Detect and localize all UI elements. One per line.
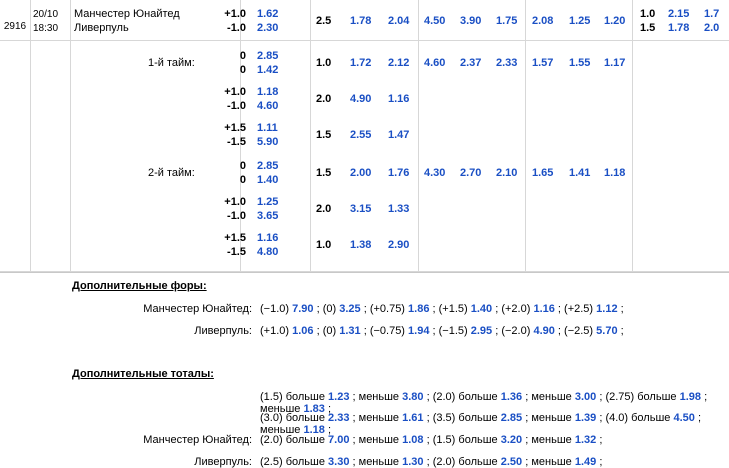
total-word: меньше (358, 434, 400, 446)
hcap-odd[interactable]: 2.95 (470, 325, 493, 337)
total-word: больше (458, 412, 498, 424)
handicap-value[interactable]: +1.5 (224, 122, 246, 134)
dc-12[interactable]: 1.25 (569, 15, 591, 27)
total-value[interactable]: 2.5 (316, 15, 332, 27)
hcap-key: (−2.5) (564, 325, 594, 337)
handicap-odd[interactable]: 4.80 (257, 246, 279, 258)
team-total-under[interactable]: 2.0 (704, 22, 720, 34)
hcap-odd[interactable]: 1.31 (339, 325, 361, 337)
team-2-name: Ливерпуль (74, 22, 129, 34)
dc-1x[interactable]: 2.08 (532, 15, 554, 27)
dc-12[interactable]: 1.41 (569, 167, 591, 179)
total-key: (1.5) (432, 434, 456, 446)
total-word: меньше (260, 403, 301, 415)
total-value[interactable]: 2.0 (316, 93, 332, 105)
total-word: больше (631, 412, 671, 424)
handicap-value[interactable]: 0 (239, 160, 246, 172)
team-total-over[interactable]: 1.78 (668, 22, 690, 34)
total-under-odd[interactable]: 2.90 (388, 239, 410, 251)
hcap-odd[interactable]: 1.06 (292, 325, 314, 337)
extra-total-row[interactable]: (2.5) больше 3.30 ; меньше 1.30 ; (2.0) больше 2.50 ; меньше 1.49 ; (260, 456, 603, 468)
total-odd[interactable]: 2.50 (500, 456, 523, 468)
total-word: больше (637, 391, 677, 403)
total-odd[interactable]: 1.23 (328, 391, 350, 403)
total-value[interactable]: 1.0 (316, 57, 332, 69)
total-word: меньше (531, 391, 572, 403)
total-over-odd[interactable]: 3.15 (350, 203, 372, 215)
total-odd[interactable]: 1.36 (500, 391, 523, 403)
total-odd[interactable]: 7.00 (328, 434, 350, 446)
hcap-odd[interactable]: 1.40 (470, 303, 493, 315)
total-word: больше (285, 456, 325, 468)
hcap-odd[interactable]: 1.94 (408, 325, 430, 337)
extra-total-row[interactable]: (1.5) больше 1.23 ; меньше 3.80 ; (2.0) больше 1.36 ; меньше 3.00 ; (2.75) больше 1.98 ; меньше 1.83 ; (260, 391, 708, 415)
hcap-odd[interactable]: 1.16 (533, 303, 555, 315)
handicap-value[interactable]: +1.0 (224, 86, 246, 98)
total-key: (2.5) (260, 456, 283, 468)
total-under-odd[interactable]: 2.12 (388, 57, 410, 69)
event-time: 18:30 (33, 23, 59, 34)
total-odd[interactable]: 3.20 (500, 434, 523, 446)
total-odd[interactable]: 3.00 (574, 391, 597, 403)
total-odd[interactable]: 1.98 (679, 391, 702, 403)
total-odd[interactable]: 1.39 (574, 412, 597, 424)
total-odd[interactable]: 1.30 (402, 456, 424, 468)
total-key: (3.0) (260, 412, 283, 424)
total-value[interactable]: 2.0 (316, 203, 332, 215)
dc-x2[interactable]: 1.17 (604, 57, 626, 69)
handicap-value[interactable]: +1.5 (224, 232, 246, 244)
extra-handicap-row[interactable]: (+1.0) 1.06 ; (0) 1.31 ; (−0.75) 1.94 ; (−1.5) 2.95 ; (−2.0) 4.90 ; (−2.5) 5.70 ; (260, 325, 624, 337)
extra-handicap-row-label: Ливерпуль: (194, 325, 252, 337)
hcap-key: (−1.0) (260, 303, 290, 315)
total-word: меньше (358, 412, 400, 424)
handicap-odd[interactable]: 1.62 (257, 8, 279, 20)
total-odd[interactable]: 4.50 (673, 412, 695, 424)
team-total-value[interactable]: 1.5 (640, 22, 656, 34)
hcap-odd[interactable]: 5.70 (596, 325, 618, 337)
odd-x[interactable]: 3.90 (460, 15, 482, 27)
handicap-odd[interactable]: 2.85 (257, 50, 279, 62)
dc-1x[interactable]: 1.65 (532, 167, 554, 179)
extra-handicap-row[interactable]: (−1.0) 7.90 ; (0) 3.25 ; (+0.75) 1.86 ; (+1.5) 1.40 ; (+2.0) 1.16 ; (+2.5) 1.12 ; (260, 303, 624, 315)
hcap-key: (0) (322, 303, 337, 315)
extra-total-row-label: Манчестер Юнайтед: (143, 434, 252, 446)
total-word: меньше (358, 391, 400, 403)
handicap-odd[interactable]: 4.60 (257, 100, 279, 112)
grid-divider (0, 271, 729, 272)
handicap-odd[interactable]: 1.40 (257, 174, 279, 186)
hcap-key: (−2.0) (501, 325, 531, 337)
hcap-odd[interactable]: 1.86 (408, 303, 430, 315)
total-word: больше (285, 412, 325, 424)
total-odd[interactable]: 3.30 (328, 456, 350, 468)
total-word: больше (458, 391, 498, 403)
hcap-key: (+1.5) (438, 303, 468, 315)
team-total-over[interactable]: 2.15 (668, 8, 690, 20)
hcap-key: (+2.5) (564, 303, 594, 315)
total-odd[interactable]: 1.08 (402, 434, 424, 446)
event-date: 20/10 (33, 9, 59, 20)
extra-handicap-row-label: Манчестер Юнайтед: (143, 303, 252, 315)
total-key: (4.0) (605, 412, 629, 424)
total-odd[interactable]: 1.18 (303, 424, 325, 436)
handicap-odd[interactable]: 2.30 (257, 22, 279, 34)
handicap-odd[interactable]: 1.18 (257, 86, 279, 98)
extra-total-row[interactable]: (2.0) больше 7.00 ; меньше 1.08 ; (1.5) больше 3.20 ; меньше 1.32 ; (260, 434, 603, 446)
odd-2[interactable]: 2.10 (496, 167, 518, 179)
team-1-name: Манчестер Юнайтед (74, 8, 180, 20)
odd-x[interactable]: 2.37 (460, 57, 482, 69)
handicap-value[interactable]: -1.5 (227, 246, 246, 258)
hcap-odd[interactable]: 7.90 (292, 303, 314, 315)
team-total-value[interactable]: 1.0 (640, 8, 656, 20)
handicap-odd[interactable]: 3.65 (257, 210, 279, 222)
handicap-odd[interactable]: 5.90 (257, 136, 279, 148)
total-odd[interactable]: 1.83 (303, 403, 325, 415)
total-under-odd[interactable]: 1.76 (388, 167, 410, 179)
team-total-under[interactable]: 1.7 (704, 8, 720, 20)
total-odd[interactable]: 3.80 (402, 391, 424, 403)
total-under-odd[interactable]: 2.04 (388, 15, 410, 27)
handicap-odd[interactable]: 2.85 (257, 160, 279, 172)
odd-1[interactable]: 4.50 (424, 15, 446, 27)
hcap-odd[interactable]: 1.12 (596, 303, 618, 315)
dc-1x[interactable]: 1.57 (532, 57, 554, 69)
total-over-odd[interactable]: 2.55 (350, 129, 372, 141)
handicap-odd[interactable]: 1.25 (257, 196, 279, 208)
hcap-key: (−0.75) (369, 325, 405, 337)
total-value[interactable]: 1.5 (316, 167, 332, 179)
period-first-half-label: 1-й тайм: (148, 57, 195, 69)
handicap-value[interactable]: 0 (239, 50, 246, 62)
handicap-odd[interactable]: 1.11 (257, 122, 278, 134)
total-word: больше (458, 434, 498, 446)
total-word: меньше (531, 434, 572, 446)
total-word: больше (285, 391, 325, 403)
total-key: (2.0) (432, 456, 456, 468)
total-over-odd[interactable]: 1.78 (350, 15, 372, 27)
grid-divider (0, 40, 729, 41)
total-value[interactable]: 1.5 (316, 129, 332, 141)
total-word: меньше (358, 456, 400, 468)
odd-x[interactable]: 2.70 (460, 167, 482, 179)
hcap-key: (0) (322, 325, 337, 337)
dc-12[interactable]: 1.55 (569, 57, 591, 69)
hcap-odd[interactable]: 4.90 (533, 325, 555, 337)
total-key: (1.5) (260, 391, 283, 403)
total-odd[interactable]: 2.33 (328, 412, 350, 424)
total-word: больше (458, 456, 498, 468)
hcap-key: (−1.5) (438, 325, 468, 337)
total-over-odd[interactable]: 1.38 (350, 239, 372, 251)
period-second-half-label: 2-й тайм: (148, 167, 195, 179)
total-odd[interactable]: 1.32 (574, 434, 597, 446)
total-under-odd[interactable]: 1.16 (388, 93, 410, 105)
hcap-key: (+2.0) (501, 303, 531, 315)
handicap-value[interactable]: 0 (239, 174, 246, 186)
total-key: (3.5) (432, 412, 456, 424)
extra-handicaps-title: Дополнительные форы: (72, 280, 207, 292)
odd-1[interactable]: 4.30 (424, 167, 446, 179)
total-over-odd[interactable]: 4.90 (350, 93, 372, 105)
handicap-value[interactable]: -1.0 (227, 100, 246, 112)
extra-total-row[interactable]: (3.0) больше 2.33 ; меньше 1.61 ; (3.5) больше 2.85 ; меньше 1.39 ; (4.0) больше 4.50 ; меньше 1.18 ; (260, 412, 702, 436)
total-odd[interactable]: 1.49 (574, 456, 597, 468)
handicap-value[interactable]: 0 (239, 64, 246, 76)
total-over-odd[interactable]: 2.00 (350, 167, 372, 179)
total-key: (2.0) (432, 391, 456, 403)
odd-2[interactable]: 2.33 (496, 57, 518, 69)
event-id: 2916 (3, 21, 27, 32)
handicap-value[interactable]: +1.0 (224, 8, 246, 20)
dc-x2[interactable]: 1.20 (604, 15, 626, 27)
hcap-key: (+1.0) (260, 325, 290, 337)
total-over-odd[interactable]: 1.72 (350, 57, 372, 69)
handicap-value[interactable]: +1.0 (224, 196, 246, 208)
extra-total-row-label: Ливерпуль: (194, 456, 252, 468)
total-under-odd[interactable]: 1.33 (388, 203, 410, 215)
handicap-value[interactable]: -1.5 (227, 136, 246, 148)
total-key: (2.75) (605, 391, 635, 403)
handicap-odd[interactable]: 1.42 (257, 64, 279, 76)
hcap-odd[interactable]: 3.25 (339, 303, 361, 315)
handicap-odd[interactable]: 1.16 (257, 232, 279, 244)
total-under-odd[interactable]: 1.47 (388, 129, 410, 141)
odd-2[interactable]: 1.75 (496, 15, 518, 27)
total-odd[interactable]: 1.61 (402, 412, 424, 424)
dc-x2[interactable]: 1.18 (604, 167, 626, 179)
extra-totals-title: Дополнительные тоталы: (72, 368, 214, 380)
total-word: меньше (260, 424, 301, 436)
total-word: меньше (531, 456, 572, 468)
handicap-value[interactable]: -1.0 (227, 22, 246, 34)
total-word: меньше (531, 412, 572, 424)
total-value[interactable]: 1.0 (316, 239, 332, 251)
odd-1[interactable]: 4.60 (424, 57, 446, 69)
total-word: больше (285, 434, 325, 446)
total-key: (2.0) (260, 434, 283, 446)
total-odd[interactable]: 2.85 (500, 412, 523, 424)
hcap-key: (+0.75) (369, 303, 405, 315)
handicap-value[interactable]: -1.0 (227, 210, 246, 222)
